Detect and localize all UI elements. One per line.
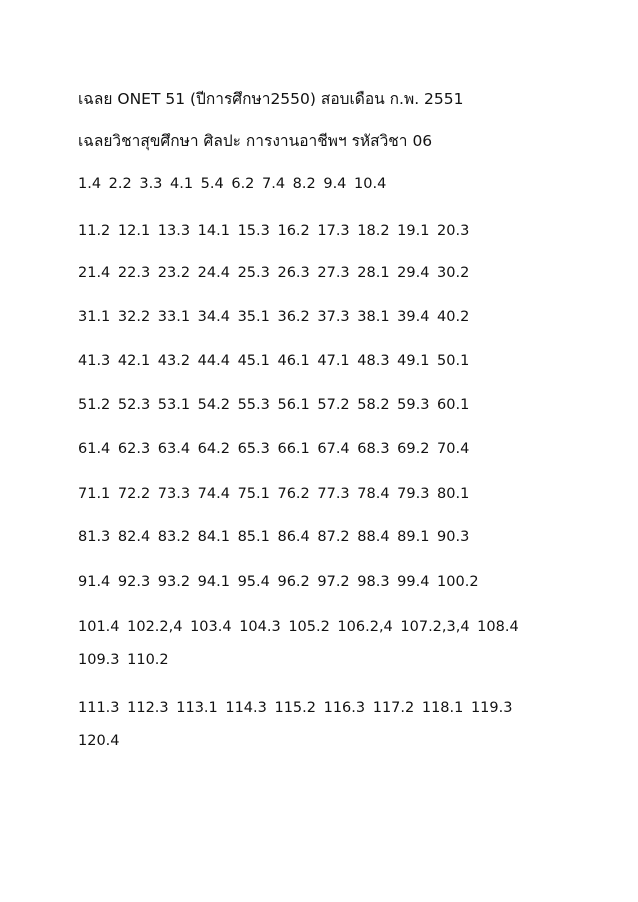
answer-line-10: 91.4 92.3 93.2 94.1 95.4 96.2 97.2 98.3 99.4 100.2 — [78, 574, 479, 590]
document-subtitle: เฉลยวิชาสุขศึกษา ศิลปะ การงานอาชีพฯ รหัสวิชา 06 — [78, 132, 433, 150]
answer-line-9: 81.3 82.4 83.2 84.1 85.1 86.4 87.2 88.4 89.1 90.3 — [78, 529, 470, 545]
answer-line-11: 101.4 102.2,4 103.4 104.3 105.2 106.2,4 107.2,3,4 108.4 — [78, 619, 519, 635]
answer-line-3: 21.4 22.3 23.2 24.4 25.3 26.3 27.3 28.1 29.4 30.2 — [78, 265, 470, 281]
document-title: เฉลย ONET 51 (ปีการศึกษา2550) สอบเดือน ก.พ. 2551 — [78, 90, 464, 108]
answer-line-6: 51.2 52.3 53.1 54.2 55.3 56.1 57.2 58.2 59.3 60.1 — [78, 397, 470, 413]
answer-line-2: 11.2 12.1 13.3 14.1 15.3 16.2 17.3 18.2 19.1 20.3 — [78, 223, 470, 239]
answer-line-5: 41.3 42.1 43.2 44.4 45.1 46.1 47.1 48.3 49.1 50.1 — [78, 353, 470, 369]
answer-line-8: 71.1 72.2 73.3 74.4 75.1 76.2 77.3 78.4 79.3 80.1 — [78, 486, 470, 502]
answer-line-4: 31.1 32.2 33.1 34.4 35.1 36.2 37.3 38.1 39.4 40.2 — [78, 309, 470, 325]
answer-line-14: 120.4 — [78, 733, 120, 749]
answer-line-12: 109.3 110.2 — [78, 652, 169, 668]
answer-line-13: 111.3 112.3 113.1 114.3 115.2 116.3 117.2 118.1 119.3 — [78, 700, 513, 716]
answer-line-1: 1.4 2.2 3.3 4.1 5.4 6.2 7.4 8.2 9.4 10.4 — [78, 176, 387, 192]
answer-line-7: 61.4 62.3 63.4 64.2 65.3 66.1 67.4 68.3 69.2 70.4 — [78, 441, 470, 457]
